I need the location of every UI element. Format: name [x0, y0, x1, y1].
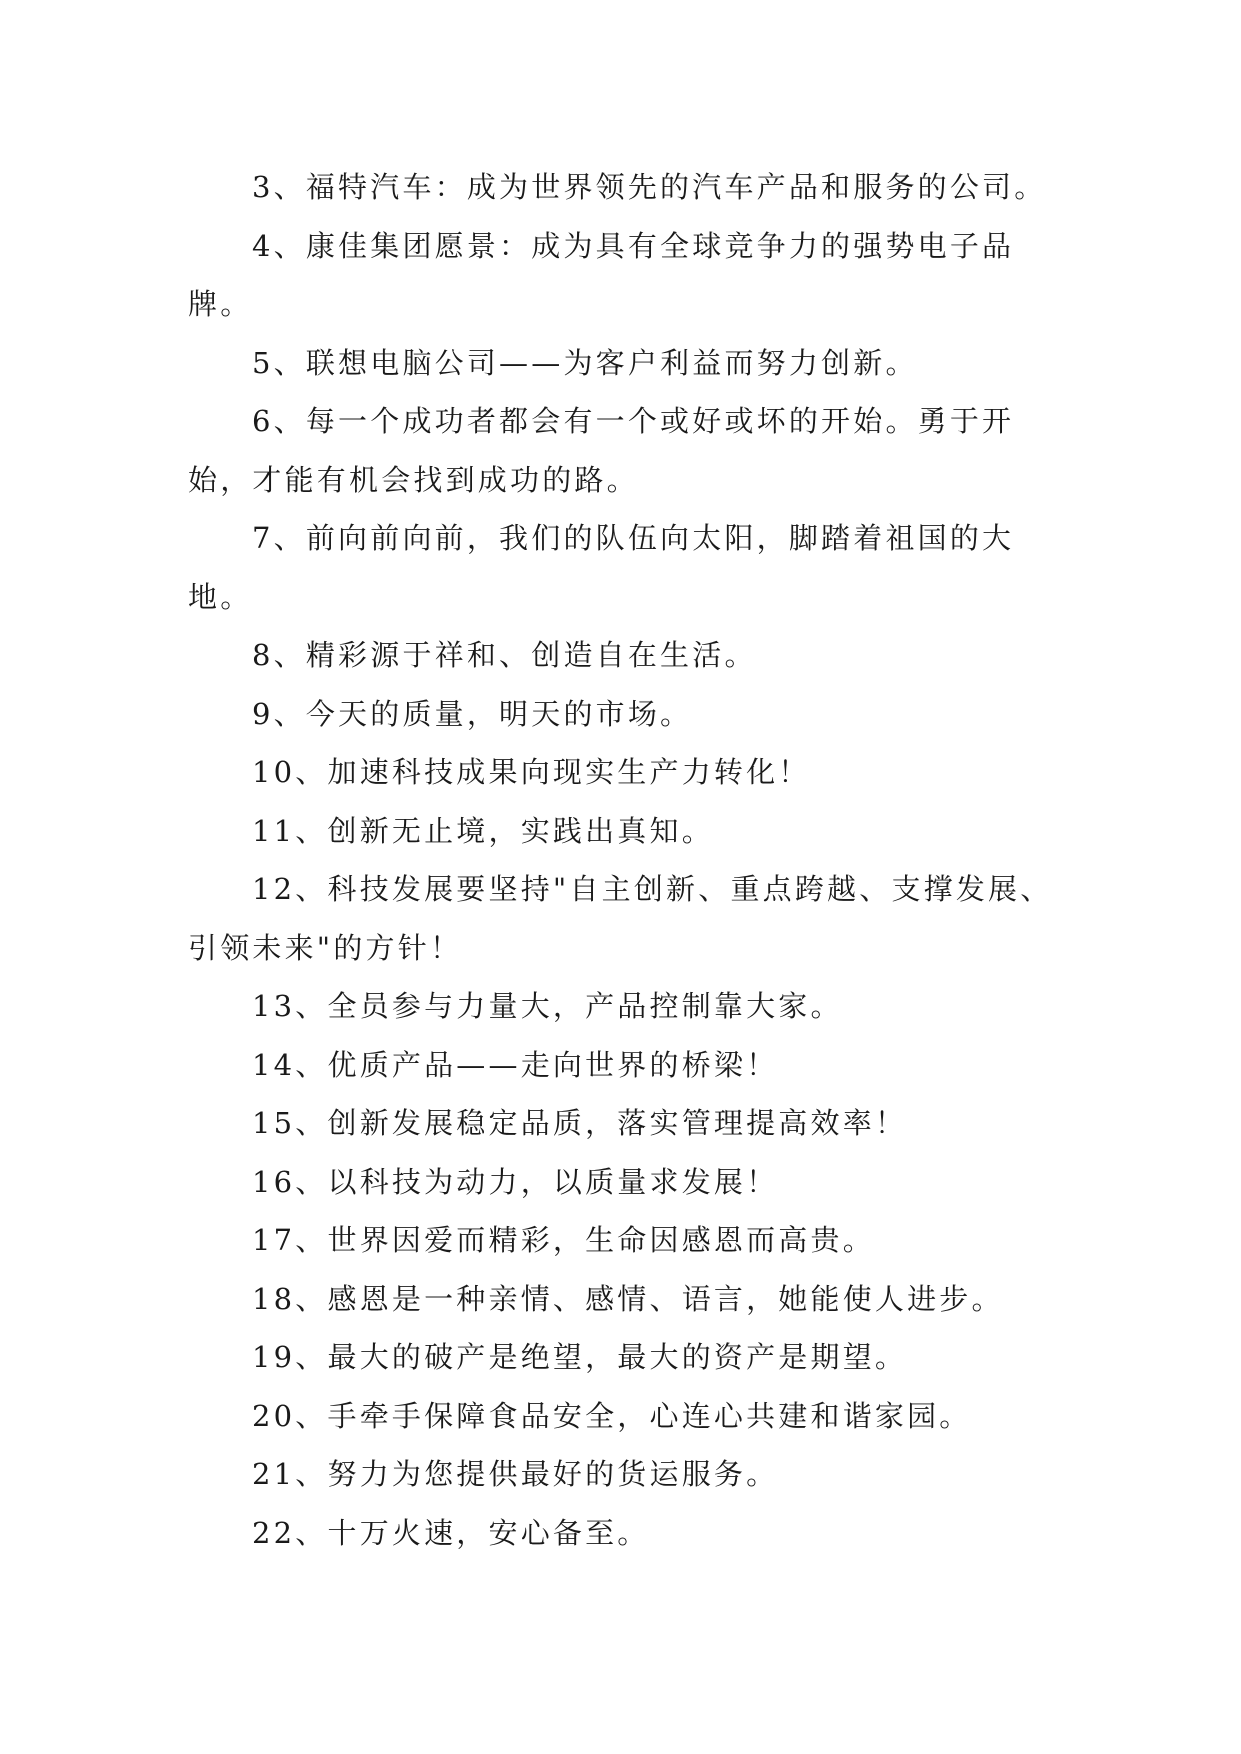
- paragraph-12: 12、科技发展要坚持"自主创新、重点跨越、支撑发展、引领未来"的方针！: [188, 872, 1053, 965]
- paragraph-20: 20、手牵手保障食品安全，心连心共建和谐家园。: [252, 1398, 972, 1433]
- paragraph-22: 22、十万火速，安心备至。: [252, 1515, 650, 1550]
- document-body: [188, 158, 1068, 1562]
- paragraph-4: 4、康佳集团愿景：成为具有全球竞争力的强势电子品牌。: [188, 228, 1015, 321]
- paragraph-14: 14、优质产品——走向世界的桥梁！: [252, 1047, 779, 1082]
- paragraph-5: 5、联想电脑公司——为客户利益而努力创新。: [252, 345, 918, 380]
- paragraph-17: 17、世界因爱而精彩，生命因感恩而高贵。: [252, 1223, 875, 1257]
- paragraph-21: 21、努力为您提供最好的货运服务。: [252, 1457, 779, 1491]
- paragraph-8: 8、精彩源于祥和、创造自在生活。: [252, 638, 757, 672]
- paragraph-16: 16、以科技为动力，以质量求发展！: [252, 1164, 779, 1199]
- paragraph-18: 18、感恩是一种亲情、感情、语言，她能使人进步。: [252, 1281, 1004, 1316]
- paragraph-10: 10、加速科技成果向现实生产力转化！: [252, 755, 811, 789]
- paragraph-11: 11、创新无止境，实践出真知。: [252, 813, 714, 848]
- paragraph-19: 19、最大的破产是绝望，最大的资产是期望。: [252, 1340, 908, 1374]
- paragraph-3: 3、福特汽车：成为世界领先的汽车产品和服务的公司。: [252, 170, 1047, 204]
- paragraph-7: 7、前向前向前，我们的队伍向太阳，脚踏着祖国的大地。: [188, 521, 1015, 614]
- paragraph-6: 6、每一个成功者都会有一个或好或坏的开始。勇于开始，才能有机会找到成功的路。: [188, 404, 1015, 497]
- paragraph-15: 15、创新发展稳定品质，落实管理提高效率！: [252, 1106, 908, 1140]
- paragraph-13: 13、全员参与力量大，产品控制靠大家。: [252, 989, 843, 1023]
- paragraph-9: 9、今天的质量，明天的市场。: [252, 696, 693, 731]
